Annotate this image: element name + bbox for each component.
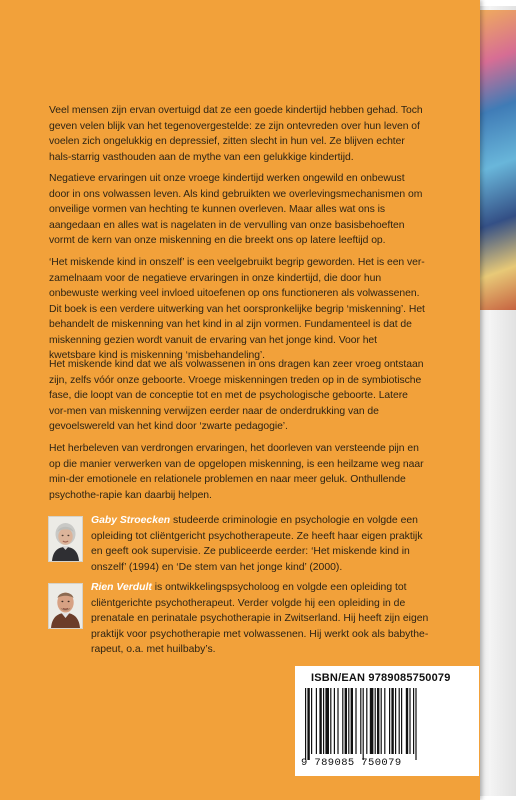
author-bio-text-verdult: is ontwikkelingspsycholoog en volgde een opleiding tot cliëntgerichte psychotherapeut. Verder volgde hij een opleiding in de prenatale en perinatale psychotherapie in Zwitserland. Hij heeft zijn eigen praktijk voor psychotherapie met volwassenen. Hij werkt ook als babythe-rapeut, o.a. met huilbaby’s. <box>91 582 429 655</box>
blurb-paragraph-2: Negatieve ervaringen uit onze vroege kindertijd werken ongewild en onbewust door in ons volwassen leven. Als kind gebruikten we overlevingsmechanismen om onveilige vormen van hechting te kunnen overleven. Maar alles wat ons is aangedaan en alles wat is nagelaten in de vervulling van onze basisbehoeften vormt de kern van onze miskenning en die breekt ons op latere leeftijd op. <box>49 173 423 246</box>
blurb-paragraph-3: ‘Het miskende kind in onszelf’ is een veelgebruikt begrip geworden. Het is een ver-zamelnaam voor de negatieve ervaringen in onze kindertijd, die door hun onbewuste werking veel invloed uitoefenen op ons functioneren als volwassenen. Dit boek is een verdere uitwerking van het oorspronkelijke begrip ‘miskenning’. Het behandelt de miskenning van het kind in al zijn vormen. Fundamenteel is dat de miskenning gezien wordt vanuit de ervaring van het jonge kind. Voor het kwetsbare kind is miskenning ‘misbehandeling’. <box>49 257 425 361</box>
author-bio-stroecken <box>91 513 431 575</box>
author-bio-text-stroecken: studeerde criminologie en psychologie en volgde een opleiding tot cliëntgericht psychotherapeute. Ze heeft haar eigen praktijk en geeft ook supervisie. Ze publiceerde eerder: ‘Het miskende kind in onszelf’ (1994) en ‘De stem van het jonge kind’ (2000). <box>91 515 423 573</box>
author-name-stroecken: Gaby Stroecken <box>91 515 171 526</box>
author-bio-verdult <box>91 580 431 658</box>
barcode-digits: 9 789085 750079 <box>301 757 402 769</box>
blurb-paragraph-1: Veel mensen zijn ervan overtuigd dat ze een goede kindertijd hebben gehad. Toch geven velen blijk van het tegenovergestelde: ze zijn ontevreden over hun leven of voelen zich ongelukkig en depressief, zitten slecht in hun vel. Ze blijven echter hals-starrig vasthouden aan de mythe van een gelukkige kindertijd. <box>49 105 423 163</box>
barcode-bars <box>301 688 471 760</box>
blurb-paragraph-4: Het miskende kind dat we als volwassenen in ons dragen kan zeer vroeg ontstaan zijn, zelfs vóór onze geboorte. Vroege miskenningen treden op in de symbiotische fase, die loopt van de conceptie tot en met de psychologische geboorte. Latere vor-men van miskenning verwijzen eerder naar de onderdrukking van de gevoelswereld van het kind door ‘zwarte pedagogie’. <box>49 359 424 432</box>
author-name-verdult: Rien Verdult <box>91 582 152 593</box>
author-portrait-man <box>48 583 83 629</box>
author-portrait-woman <box>48 516 83 562</box>
isbn-label: ISBN/EAN 9789085750079 <box>311 672 451 684</box>
blurb-paragraph-5: Het herbeleven van verdrongen ervaringen, het doorleven van versteende pijn en op die manier verwerken van de opgelopen miskenning, is een heilzame weg naar min-der emotionele en relationele problemen en naar meer geluk. Onthullende psychothe-rapie kan daarbij helpen. <box>49 443 424 501</box>
barcode-panel <box>295 666 479 776</box>
